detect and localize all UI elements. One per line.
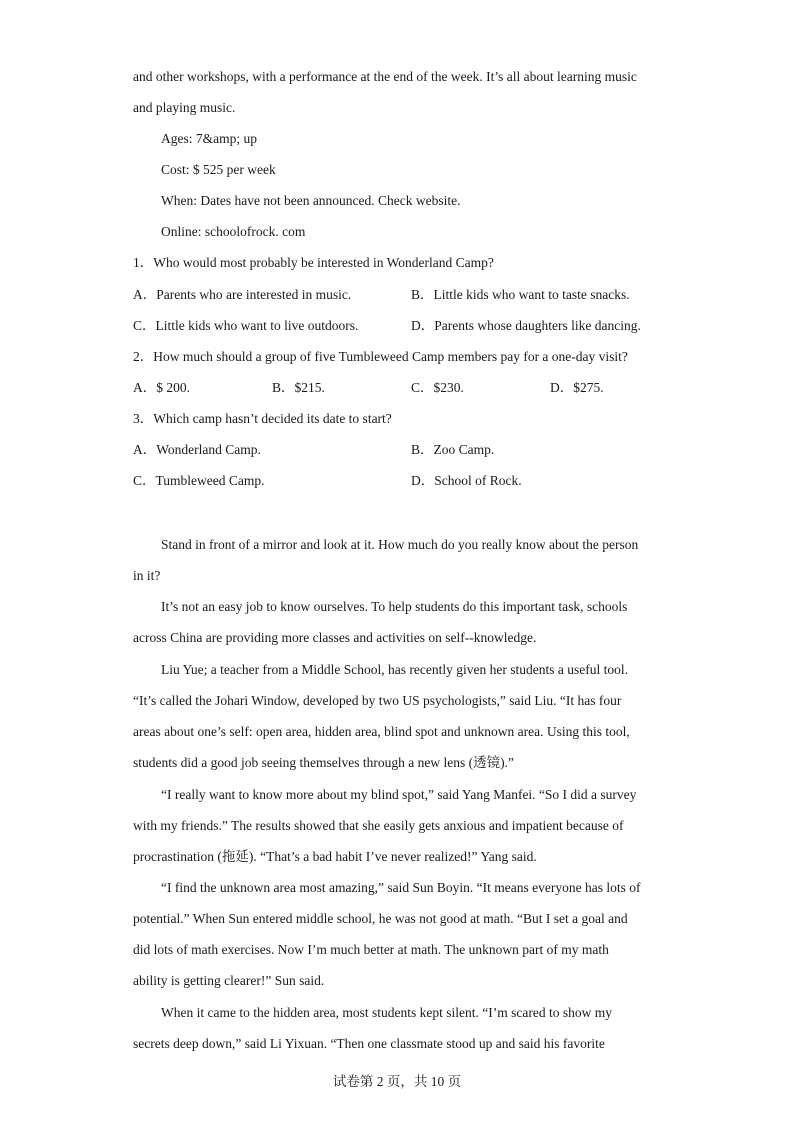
camp-online: Online: schoolofrock. com bbox=[161, 224, 306, 239]
passage2-line: potential.” When Sun entered middle school, he was not good at math. “But I set a goal and bbox=[133, 911, 628, 926]
question-3-option-a: A．Wonderland Camp. bbox=[133, 442, 261, 457]
page-footer: 试卷第 2 页，共 10 页 bbox=[332, 1074, 462, 1089]
passage2-line: Liu Yue; a teacher from a Middle School, has recently given her students a useful tool. bbox=[161, 662, 628, 677]
passage2-line: in it? bbox=[133, 568, 161, 583]
passage2-line: When it came to the hidden area, most students kept silent. “I’m scared to show my bbox=[161, 1005, 613, 1020]
passage1-line: and other workshops, with a performance at the end of the week. It’s all about learning music bbox=[133, 69, 637, 84]
passage2-line: procrastination (拖延). “That’s a bad habit I’ve never realized!” Yang said. bbox=[133, 849, 537, 864]
question-1-option-d: D．Parents whose daughters like dancing. bbox=[411, 318, 641, 333]
question-1-option-b: B．Little kids who want to taste snacks. bbox=[411, 287, 630, 302]
camp-cost: Cost: $ 525 per week bbox=[161, 162, 276, 177]
question-1-stem: 1．Who would most probably be interested in Wonderland Camp? bbox=[133, 255, 494, 270]
question-2-option-d: D．$275. bbox=[550, 380, 604, 395]
question-3-option-d: D．School of Rock. bbox=[411, 473, 522, 488]
passage2-line: students did a good job seeing themselves through a new lens (透镜).” bbox=[133, 755, 514, 770]
passage1-line: and playing music. bbox=[133, 100, 236, 115]
passage2-line: “I find the unknown area most amazing,” said Sun Boyin. “It means everyone has lots of bbox=[161, 880, 641, 895]
passage2-line: areas about one’s self: open area, hidden area, blind spot and unknown area. Using this tool, bbox=[133, 724, 630, 739]
passage2-line: across China are providing more classes and activities on self--knowledge. bbox=[133, 630, 537, 645]
passage2-line: with my friends.” The results showed that she easily gets anxious and impatient because of bbox=[133, 818, 624, 833]
passage2-line: “It’s called the Johari Window, developed by two US psychologists,” said Liu. “It has four bbox=[133, 693, 622, 708]
camp-ages: Ages: 7&amp; up bbox=[161, 131, 257, 146]
question-1-option-a: A．Parents who are interested in music. bbox=[133, 287, 352, 302]
passage2-line: did lots of math exercises. Now I’m much better at math. The unknown part of my math bbox=[133, 942, 609, 957]
question-1-option-c: C．Little kids who want to live outdoors. bbox=[133, 318, 359, 333]
question-2-option-a: A．$ 200. bbox=[133, 380, 190, 395]
question-3-stem: 3．Which camp hasn’t decided its date to start? bbox=[133, 411, 392, 426]
question-2-option-c: C．$230. bbox=[411, 380, 464, 395]
question-2-option-b: B．$215. bbox=[272, 380, 325, 395]
passage2-line: ability is getting clearer!” Sun said. bbox=[133, 973, 325, 988]
passage2-line: “I really want to know more about my blind spot,” said Yang Manfei. “So I did a survey bbox=[161, 787, 637, 802]
question-2-stem: 2．How much should a group of five Tumbleweed Camp members pay for a one-day visit? bbox=[133, 349, 628, 364]
passage2-line: Stand in front of a mirror and look at it. How much do you really know about the person bbox=[161, 537, 639, 552]
question-3-option-b: B．Zoo Camp. bbox=[411, 442, 495, 457]
question-3-option-c: C．Tumbleweed Camp. bbox=[133, 473, 265, 488]
passage2-line: secrets deep down,” said Li Yixuan. “Then one classmate stood up and said his favorite bbox=[133, 1036, 605, 1051]
camp-when: When: Dates have not been announced. Check website. bbox=[161, 193, 461, 208]
passage2-line: It’s not an easy job to know ourselves. To help students do this important task, schools bbox=[161, 599, 628, 614]
